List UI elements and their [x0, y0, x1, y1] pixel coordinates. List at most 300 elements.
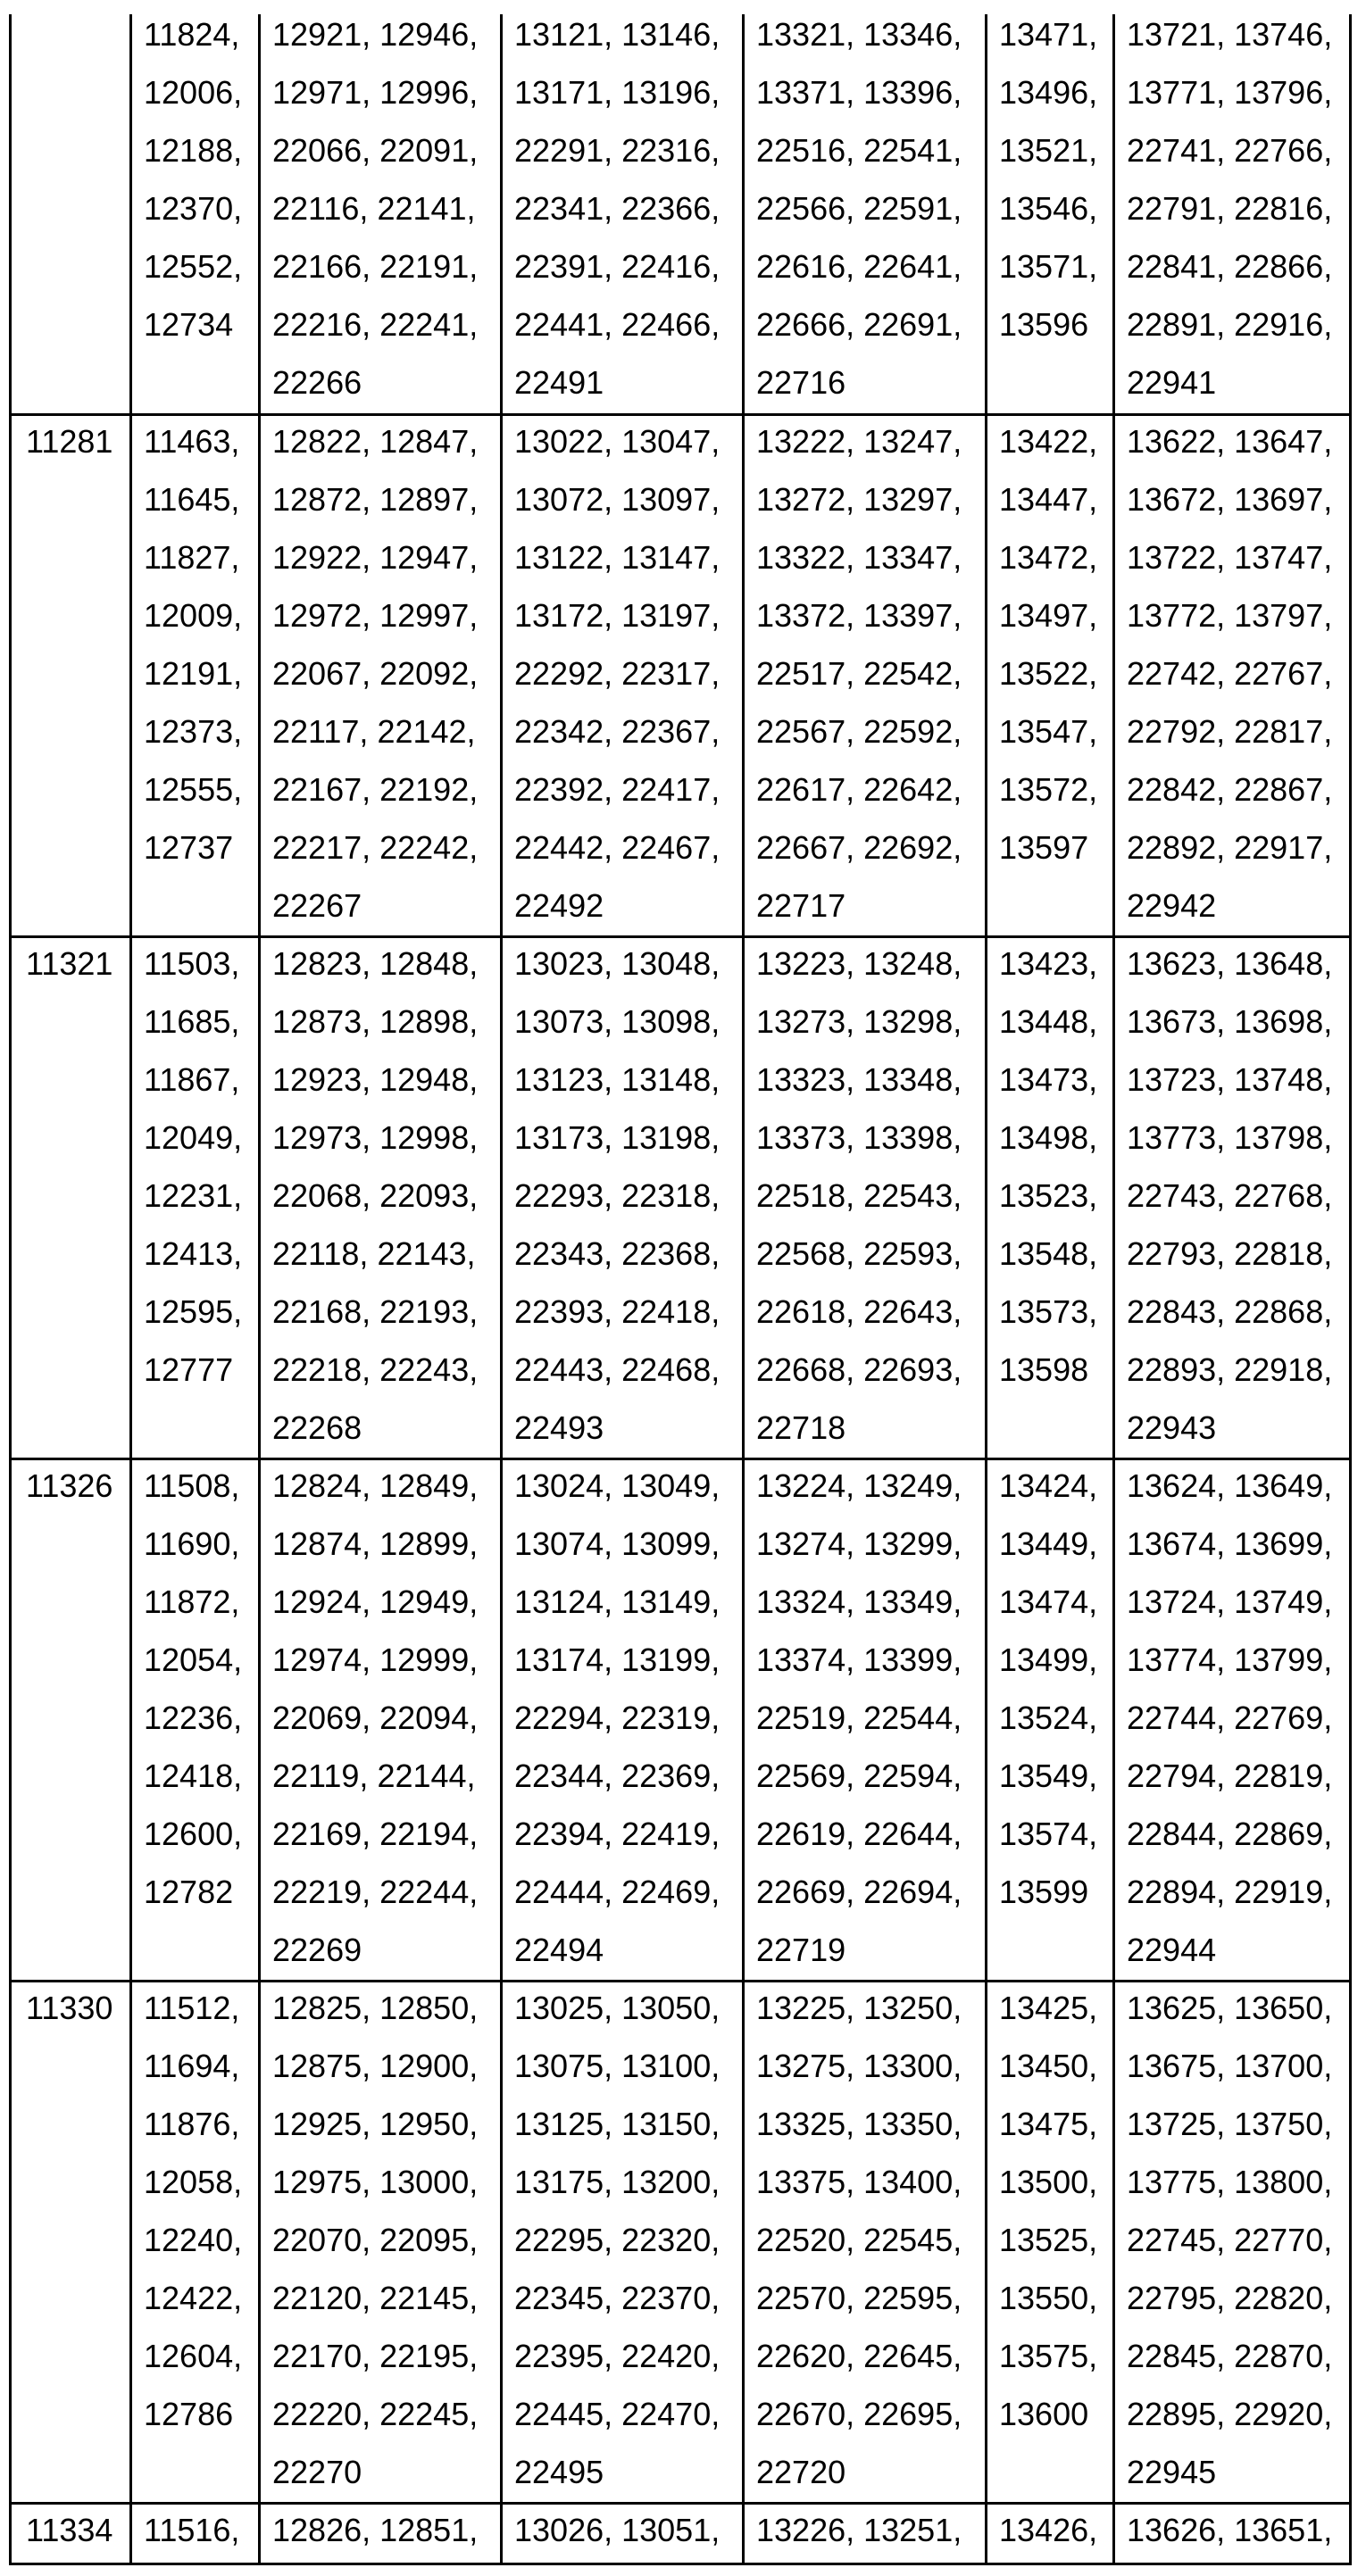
cell-line: 22741, 22766, — [1127, 121, 1349, 179]
cell-line: 11876, — [144, 2095, 258, 2153]
cell-line: 11516, — [144, 2505, 258, 2559]
cell-line: 22519, 22544, — [756, 1689, 985, 1747]
cell-line: 22445, 22470, — [514, 2385, 742, 2443]
cell-line: 13449, — [999, 1515, 1112, 1573]
cell-line: 13272, 13297, — [756, 470, 985, 528]
cell-line: 13322, 13347, — [756, 528, 985, 586]
cell-line: 13571, — [999, 237, 1112, 295]
cell-line: 22342, 22367, — [514, 702, 742, 760]
cell-line: 22616, 22641, — [756, 237, 985, 295]
table-cell — [258, 14, 500, 413]
cell-line: 11867, — [144, 1051, 258, 1109]
cell-line: 22266 — [272, 353, 500, 411]
table-cell — [985, 416, 1112, 935]
cell-line: 12188, — [144, 121, 258, 179]
cell-line: 11330 — [26, 1982, 129, 2037]
cell-line: 13597 — [999, 819, 1112, 877]
table-cell — [742, 14, 985, 413]
cell-line: 22669, 22694, — [756, 1863, 985, 1921]
table-cell — [985, 1460, 1112, 1980]
table-cell — [1112, 1982, 1352, 2502]
cell-line: 11645, — [144, 470, 258, 528]
table-cell — [129, 2505, 258, 2563]
cell-line: 22618, 22643, — [756, 1283, 985, 1341]
cell-line: 22667, 22692, — [756, 819, 985, 877]
cell-line: 22345, 22370, — [514, 2269, 742, 2327]
row-key-cell — [9, 2505, 129, 2563]
cell-line: 22344, 22369, — [514, 1747, 742, 1805]
cell-line: 12922, 12947, — [272, 528, 500, 586]
cell-line: 13172, 13197, — [514, 586, 742, 644]
cell-line: 11463, — [144, 416, 258, 470]
cell-line: 12923, 12948, — [272, 1051, 500, 1109]
cell-line: 13026, 13051, — [514, 2505, 742, 2559]
cell-line: 13572, — [999, 760, 1112, 819]
cell-line: 22892, 22917, — [1127, 819, 1349, 877]
cell-line: 13550, — [999, 2269, 1112, 2327]
cell-line: 13772, 13797, — [1127, 586, 1349, 644]
cell-line: 22666, 22691, — [756, 295, 985, 353]
cell-line: 22294, 22319, — [514, 1689, 742, 1747]
cell-line: 13773, 13798, — [1127, 1109, 1349, 1167]
cell-line: 13499, — [999, 1631, 1112, 1689]
cell-line: 12825, 12850, — [272, 1982, 500, 2037]
cell-line: 22293, 22318, — [514, 1167, 742, 1225]
cell-line: 22620, 22645, — [756, 2327, 985, 2385]
cell-line: 12822, 12847, — [272, 416, 500, 470]
cell-line: 22394, 22419, — [514, 1805, 742, 1863]
table-cell — [742, 416, 985, 935]
cell-line: 22569, 22594, — [756, 1747, 985, 1805]
cell-line: 13675, 13700, — [1127, 2037, 1349, 2095]
cell-line: 12413, — [144, 1225, 258, 1283]
cell-line: 13546, — [999, 179, 1112, 237]
table-row — [9, 938, 1352, 1460]
cell-line: 13075, 13100, — [514, 2037, 742, 2095]
cell-line: 13673, 13698, — [1127, 993, 1349, 1051]
cell-line: 13596 — [999, 295, 1112, 353]
cell-line: 22516, 22541, — [756, 121, 985, 179]
cell-line: 13522, — [999, 644, 1112, 702]
cell-line: 22891, 22916, — [1127, 295, 1349, 353]
cell-line: 12973, 12998, — [272, 1109, 500, 1167]
cell-line: 12823, 12848, — [272, 938, 500, 993]
cell-line: 22617, 22642, — [756, 760, 985, 819]
cell-line: 12921, 12946, — [272, 14, 500, 63]
cell-line: 12191, — [144, 644, 258, 702]
cell-line: 13450, — [999, 2037, 1112, 2095]
row-key-cell — [9, 14, 129, 413]
table-cell — [129, 1982, 258, 2502]
cell-line: 22668, 22693, — [756, 1341, 985, 1399]
cell-line: 12049, — [144, 1109, 258, 1167]
cell-line: 13500, — [999, 2153, 1112, 2211]
cell-line: 22717 — [756, 877, 985, 935]
cell-line: 13473, — [999, 1051, 1112, 1109]
cell-line: 13721, 13746, — [1127, 14, 1349, 63]
cell-line: 22066, 22091, — [272, 121, 500, 179]
cell-line: 22943 — [1127, 1399, 1349, 1457]
cell-line: 13024, 13049, — [514, 1460, 742, 1515]
cell-line: 12737 — [144, 819, 258, 877]
cell-line: 22441, 22466, — [514, 295, 742, 353]
cell-line: 12786 — [144, 2385, 258, 2443]
cell-line: 12418, — [144, 1747, 258, 1805]
cell-line: 22517, 22542, — [756, 644, 985, 702]
cell-line: 13672, 13697, — [1127, 470, 1349, 528]
table-cell — [129, 14, 258, 413]
table-cell — [742, 1982, 985, 2502]
row-key-cell — [9, 416, 129, 935]
cell-line: 22744, 22769, — [1127, 1689, 1349, 1747]
cell-line: 22619, 22644, — [756, 1805, 985, 1863]
cell-line: 22718 — [756, 1399, 985, 1457]
cell-line: 12734 — [144, 295, 258, 353]
table-cell — [742, 1460, 985, 1980]
cell-line: 13124, 13149, — [514, 1573, 742, 1631]
cell-line: 22567, 22592, — [756, 702, 985, 760]
cell-line: 13622, 13647, — [1127, 416, 1349, 470]
cell-line: 13598 — [999, 1341, 1112, 1399]
cell-line: 12054, — [144, 1631, 258, 1689]
cell-line: 13171, 13196, — [514, 63, 742, 121]
cell-line: 22793, 22818, — [1127, 1225, 1349, 1283]
cell-line: 13674, 13699, — [1127, 1515, 1349, 1573]
cell-line: 22841, 22866, — [1127, 237, 1349, 295]
cell-line: 13774, 13799, — [1127, 1631, 1349, 1689]
cell-line: 12875, 12900, — [272, 2037, 500, 2095]
cell-line: 22392, 22417, — [514, 760, 742, 819]
cell-line: 13625, 13650, — [1127, 1982, 1349, 2037]
cell-line: 12824, 12849, — [272, 1460, 500, 1515]
cell-line: 22291, 22316, — [514, 121, 742, 179]
cell-line: 22268 — [272, 1399, 500, 1457]
cell-line: 13422, — [999, 416, 1112, 470]
row-key-cell — [9, 938, 129, 1458]
cell-line: 22795, 22820, — [1127, 2269, 1349, 2327]
cell-line: 22267 — [272, 877, 500, 935]
cell-line: 22295, 22320, — [514, 2211, 742, 2269]
cell-line: 22120, 22145, — [272, 2269, 500, 2327]
cell-line: 13173, 13198, — [514, 1109, 742, 1167]
cell-line: 13575, — [999, 2327, 1112, 2385]
cell-line: 22893, 22918, — [1127, 1341, 1349, 1399]
cell-line: 13074, 13099, — [514, 1515, 742, 1573]
table-row — [9, 1460, 1352, 1982]
cell-line: 12782 — [144, 1863, 258, 1921]
cell-line: 13372, 13397, — [756, 586, 985, 644]
table-cell — [258, 2505, 500, 2563]
cell-line: 22444, 22469, — [514, 1863, 742, 1921]
cell-line: 13775, 13800, — [1127, 2153, 1349, 2211]
cell-line: 13521, — [999, 121, 1112, 179]
cell-line: 13497, — [999, 586, 1112, 644]
table-cell — [129, 1460, 258, 1980]
cell-line: 12595, — [144, 1283, 258, 1341]
cell-line: 22395, 22420, — [514, 2327, 742, 2385]
cell-line: 13424, — [999, 1460, 1112, 1515]
table-cell — [129, 938, 258, 1458]
cell-line: 22792, 22817, — [1127, 702, 1349, 760]
cell-line: 22168, 22193, — [272, 1283, 500, 1341]
cell-line: 12370, — [144, 179, 258, 237]
cell-line: 22494 — [514, 1921, 742, 1979]
cell-line: 12555, — [144, 760, 258, 819]
cell-line: 22742, 22767, — [1127, 644, 1349, 702]
cell-line: 13226, 13251, — [756, 2505, 985, 2559]
cell-line: 13447, — [999, 470, 1112, 528]
cell-line: 13423, — [999, 938, 1112, 993]
cell-line: 13025, 13050, — [514, 1982, 742, 2037]
table-cell — [1112, 14, 1352, 413]
cell-line: 22568, 22593, — [756, 1225, 985, 1283]
cell-line: 13274, 13299, — [756, 1515, 985, 1573]
cell-line: 22169, 22194, — [272, 1805, 500, 1863]
cell-line: 13275, 13300, — [756, 2037, 985, 2095]
cell-line: 22167, 22192, — [272, 760, 500, 819]
cell-line: 12974, 12999, — [272, 1631, 500, 1689]
cell-line: 13375, 13400, — [756, 2153, 985, 2211]
cell-line: 13373, 13398, — [756, 1109, 985, 1167]
cell-line: 22067, 22092, — [272, 644, 500, 702]
cell-line: 22270 — [272, 2443, 500, 2501]
cell-line: 22518, 22543, — [756, 1167, 985, 1225]
cell-line: 22566, 22591, — [756, 179, 985, 237]
cell-line: 22069, 22094, — [272, 1689, 500, 1747]
cell-line: 22269 — [272, 1921, 500, 1979]
cell-line: 13223, 13248, — [756, 938, 985, 993]
cell-line: 22393, 22418, — [514, 1283, 742, 1341]
cell-line: 13723, 13748, — [1127, 1051, 1349, 1109]
cell-line: 13547, — [999, 702, 1112, 760]
cell-line: 12236, — [144, 1689, 258, 1747]
table-cell — [129, 416, 258, 935]
cell-line: 13122, 13147, — [514, 528, 742, 586]
cell-line: 22116, 22141, — [272, 179, 500, 237]
cell-line: 22670, 22695, — [756, 2385, 985, 2443]
cell-line: 12009, — [144, 586, 258, 644]
cell-line: 22391, 22416, — [514, 237, 742, 295]
table-cell — [1112, 2505, 1352, 2563]
cell-line: 22216, 22241, — [272, 295, 500, 353]
cell-line: 22743, 22768, — [1127, 1167, 1349, 1225]
table-row — [9, 2505, 1352, 2565]
cell-line: 12552, — [144, 237, 258, 295]
cell-line: 22520, 22545, — [756, 2211, 985, 2269]
cell-line: 13325, 13350, — [756, 2095, 985, 2153]
cell-line: 22492 — [514, 877, 742, 935]
cell-line: 12006, — [144, 63, 258, 121]
table-cell — [500, 2505, 742, 2563]
table-cell — [985, 2505, 1112, 2563]
cell-line: 22942 — [1127, 877, 1349, 935]
cell-line: 13323, 13348, — [756, 1051, 985, 1109]
table-cell — [985, 938, 1112, 1458]
cell-line: 22843, 22868, — [1127, 1283, 1349, 1341]
cell-line: 13525, — [999, 2211, 1112, 2269]
cell-line: 12874, 12899, — [272, 1515, 500, 1573]
cell-line: 11334 — [26, 2505, 129, 2559]
table-cell — [1112, 416, 1352, 935]
cell-line: 22443, 22468, — [514, 1341, 742, 1399]
cell-line: 12600, — [144, 1805, 258, 1863]
table-row — [9, 416, 1352, 938]
table-cell — [500, 416, 742, 935]
cell-line: 12422, — [144, 2269, 258, 2327]
cell-line: 13072, 13097, — [514, 470, 742, 528]
table-cell — [985, 1982, 1112, 2502]
table-cell — [500, 14, 742, 413]
cell-line: 11508, — [144, 1460, 258, 1515]
cell-line: 12924, 12949, — [272, 1573, 500, 1631]
cell-line: 22343, 22368, — [514, 1225, 742, 1283]
cell-line: 22170, 22195, — [272, 2327, 500, 2385]
cell-line: 12058, — [144, 2153, 258, 2211]
cell-line: 22166, 22191, — [272, 237, 500, 295]
cell-line: 13471, — [999, 14, 1112, 63]
cell-line: 12975, 13000, — [272, 2153, 500, 2211]
cell-line: 22894, 22919, — [1127, 1863, 1349, 1921]
row-key-cell — [9, 1460, 129, 1980]
cell-line: 13523, — [999, 1167, 1112, 1225]
table-cell — [742, 938, 985, 1458]
cell-line: 22895, 22920, — [1127, 2385, 1349, 2443]
cell-line: 13273, 13298, — [756, 993, 985, 1051]
cell-line: 12240, — [144, 2211, 258, 2269]
cell-line: 13722, 13747, — [1127, 528, 1349, 586]
cell-line: 13475, — [999, 2095, 1112, 2153]
cell-line: 13448, — [999, 993, 1112, 1051]
cell-line: 22442, 22467, — [514, 819, 742, 877]
cell-line: 12925, 12950, — [272, 2095, 500, 2153]
cell-line: 13626, 13651, — [1127, 2505, 1349, 2559]
cell-line: 13474, — [999, 1573, 1112, 1631]
table-cell — [985, 14, 1112, 413]
cell-line: 13123, 13148, — [514, 1051, 742, 1109]
cell-line: 11690, — [144, 1515, 258, 1573]
cell-line: 13725, 13750, — [1127, 2095, 1349, 2153]
table-row — [9, 14, 1352, 416]
cell-line: 12873, 12898, — [272, 993, 500, 1051]
cell-line: 22495 — [514, 2443, 742, 2501]
table-cell — [500, 938, 742, 1458]
cell-line: 22570, 22595, — [756, 2269, 985, 2327]
cell-line: 13548, — [999, 1225, 1112, 1283]
cell-line: 22945 — [1127, 2443, 1349, 2501]
cell-line: 13624, 13649, — [1127, 1460, 1349, 1515]
cell-line: 11685, — [144, 993, 258, 1051]
table-cell — [258, 1982, 500, 2502]
table-cell — [742, 2505, 985, 2563]
cell-line: 22720 — [756, 2443, 985, 2501]
cell-line: 13623, 13648, — [1127, 938, 1349, 993]
cell-line: 13222, 13247, — [756, 416, 985, 470]
cell-line: 22941 — [1127, 353, 1349, 411]
cell-line: 11503, — [144, 938, 258, 993]
cell-line: 22341, 22366, — [514, 179, 742, 237]
table-cell — [258, 938, 500, 1458]
cell-line: 13426, — [999, 2505, 1112, 2559]
cell-line: 22791, 22816, — [1127, 179, 1349, 237]
cell-line: 11824, — [144, 14, 258, 63]
cell-line: 13324, 13349, — [756, 1573, 985, 1631]
table-cell — [500, 1460, 742, 1980]
cell-line: 13524, — [999, 1689, 1112, 1747]
cell-line: 12231, — [144, 1167, 258, 1225]
cell-line: 12373, — [144, 702, 258, 760]
cell-line: 12604, — [144, 2327, 258, 2385]
cell-line: 22220, 22245, — [272, 2385, 500, 2443]
table-cell — [258, 416, 500, 935]
cell-line: 13022, 13047, — [514, 416, 742, 470]
cell-line: 22118, 22143, — [272, 1225, 500, 1283]
cell-line: 11512, — [144, 1982, 258, 2037]
cell-line: 22944 — [1127, 1921, 1349, 1979]
cell-line: 13573, — [999, 1283, 1112, 1341]
cell-line: 13224, 13249, — [756, 1460, 985, 1515]
cell-line: 13600 — [999, 2385, 1112, 2443]
cell-line: 22719 — [756, 1921, 985, 1979]
cell-line: 13425, — [999, 1982, 1112, 2037]
cell-line: 22794, 22819, — [1127, 1747, 1349, 1805]
cell-line: 13549, — [999, 1747, 1112, 1805]
cell-line: 13371, 13396, — [756, 63, 985, 121]
cell-line: 22218, 22243, — [272, 1341, 500, 1399]
row-key-cell — [9, 1982, 129, 2502]
cell-line: 22844, 22869, — [1127, 1805, 1349, 1863]
table-cell — [1112, 1460, 1352, 1980]
cell-line: 13496, — [999, 63, 1112, 121]
table-cell — [500, 1982, 742, 2502]
cell-line: 22491 — [514, 353, 742, 411]
cell-line: 13073, 13098, — [514, 993, 742, 1051]
cell-line: 22745, 22770, — [1127, 2211, 1349, 2269]
data-table — [9, 14, 1352, 2565]
cell-line: 22219, 22244, — [272, 1863, 500, 1921]
cell-line: 13125, 13150, — [514, 2095, 742, 2153]
cell-line: 11281 — [26, 416, 129, 470]
table-cell — [1112, 938, 1352, 1458]
cell-line: 13175, 13200, — [514, 2153, 742, 2211]
cell-line: 22119, 22144, — [272, 1747, 500, 1805]
cell-line: 12826, 12851, — [272, 2505, 500, 2559]
cell-line: 13599 — [999, 1863, 1112, 1921]
cell-line: 22716 — [756, 353, 985, 411]
cell-line: 13321, 13346, — [756, 14, 985, 63]
cell-line: 13771, 13796, — [1127, 63, 1349, 121]
cell-line: 11326 — [26, 1460, 129, 1515]
cell-line: 11694, — [144, 2037, 258, 2095]
cell-line: 22068, 22093, — [272, 1167, 500, 1225]
cell-line: 22842, 22867, — [1127, 760, 1349, 819]
table-row — [9, 1982, 1352, 2505]
cell-line: 22117, 22142, — [272, 702, 500, 760]
cell-line: 13724, 13749, — [1127, 1573, 1349, 1631]
cell-line: 13574, — [999, 1805, 1112, 1863]
cell-line: 12872, 12897, — [272, 470, 500, 528]
cell-line: 11872, — [144, 1573, 258, 1631]
cell-line: 22070, 22095, — [272, 2211, 500, 2269]
cell-line: 13225, 13250, — [756, 1982, 985, 2037]
cell-line: 13174, 13199, — [514, 1631, 742, 1689]
cell-line: 13121, 13146, — [514, 14, 742, 63]
cell-line: 13472, — [999, 528, 1112, 586]
cell-line: 11827, — [144, 528, 258, 586]
cell-line: 22217, 22242, — [272, 819, 500, 877]
cell-line: 12971, 12996, — [272, 63, 500, 121]
cell-line: 22493 — [514, 1399, 742, 1457]
cell-line: 12972, 12997, — [272, 586, 500, 644]
